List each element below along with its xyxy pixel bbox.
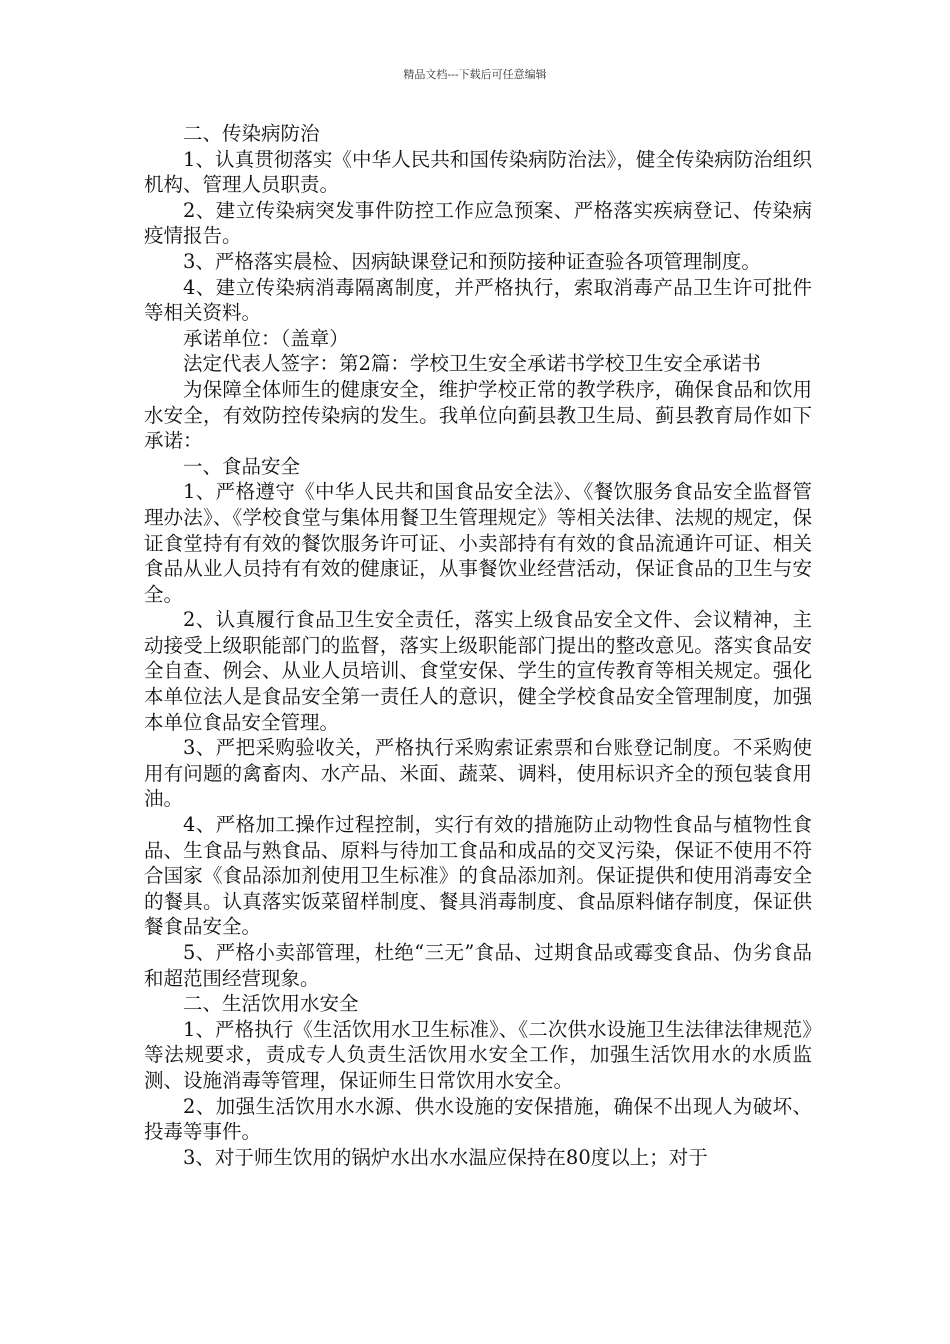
paragraph: 4、建立传染病消毒隔离制度，并严格执行，索取消毒产品卫生许可批件等相关资料。 xyxy=(144,275,812,325)
pledge-unit-line: 承诺单位：（盖章） xyxy=(183,326,349,350)
paragraph: 2、认真履行食品卫生安全责任，落实上级食品安全文件、会议精神，主动接受上级职能部门的监督，落实上级职能部门提出的整改意见。落实食品安全自查、例会、从业人员培训、食堂安保、学生的宣传教育等相关规定。强化本单位法人是食品安全第一责任人的意识，健全学校食品安全管理制度，加强本单位食品安全管理。 xyxy=(144,608,812,734)
section-heading-food-safety: 一、食品安全 xyxy=(183,454,301,478)
paragraph: 2、加强生活饮用水水源、供水设施的安保措施，确保不出现人为破坏、投毒等事件。 xyxy=(144,1094,812,1144)
paragraph: 1、认真贯彻落实《中华人民共和国传染病防治法》，健全传染病防治组织机构、管理人员职责。 xyxy=(144,147,812,197)
intro-paragraph: 为保障全体师生的健康安全，维护学校正常的教学秩序，确保食品和饮用水安全，有效防控传染病的发生。我单位向蓟县教卫生局、蓟县教育局作如下承诺： xyxy=(144,377,812,453)
page-header: 精品文档---下载后可任意编辑 xyxy=(403,68,547,81)
paragraph: 1、严格执行《生活饮用水卫生标准》、《二次供水设施卫生法律法律规范》等法规要求，责成专人负责生活饮用水安全工作，加强生活饮用水的水质监测、设施消毒等管理，保证师生日常饮用水安全。 xyxy=(144,1017,812,1092)
paragraph: 5、严格小卖部管理，杜绝“三无”食品、过期食品或霉变食品、伪劣食品和超范围经营现象。 xyxy=(144,941,812,990)
paragraph: 2、建立传染病突发事件防控工作应急预案、严格落实疾病登记、传染病疫情报告。 xyxy=(144,198,812,248)
signature-line: 法定代表人签字：第2篇：学校卫生安全承诺书学校卫生安全承诺书 xyxy=(183,352,761,376)
paragraph: 3、严格落实晨检、因病缺课登记和预防接种证查验各项管理制度。 xyxy=(183,249,761,273)
paragraph: 1、严格遵守《中华人民共和国食品安全法》、《餐饮服务食品安全监督管理办法》、《学校食堂与集体用餐卫生管理规定》等相关法律、法规的规定，保证食堂持有有效的餐饮服务许可证、小卖部持有有效的食品流通许可证、相关食品从业人员持有有效的健康证，从事餐饮业经营活动，保证食品的卫生与安全。 xyxy=(144,480,812,606)
paragraph: 3、严把采购验收关，严格执行采购索证索票和台账登记制度。不采购使用有问题的禽畜肉、水产品、米面、蔬菜、调料，使用标识齐全的预包装食用油。 xyxy=(144,736,812,811)
section-heading-infectious-disease: 二、传染病防治 xyxy=(183,122,320,145)
paragraph: 4、严格加工操作过程控制，实行有效的措施防止动物性食品与植物性食品、生食品与熟食品、原料与待加工食品和成品的交叉污染，保证不使用不符合国家《食品添加剂使用卫生标准》的食品添加剂。保证提供和使用消毒安全的餐具。认真落实饭菜留样制度、餐具消毒制度、食品原料储存制度，保证供餐食品安全。 xyxy=(144,813,812,939)
paragraph: 3、对于师生饮用的锅炉水出水水温应保持在80度以上；对于 xyxy=(183,1145,708,1169)
document-body xyxy=(144,121,812,1170)
section-heading-drinking-water: 二、生活饮用水安全 xyxy=(183,992,359,1016)
